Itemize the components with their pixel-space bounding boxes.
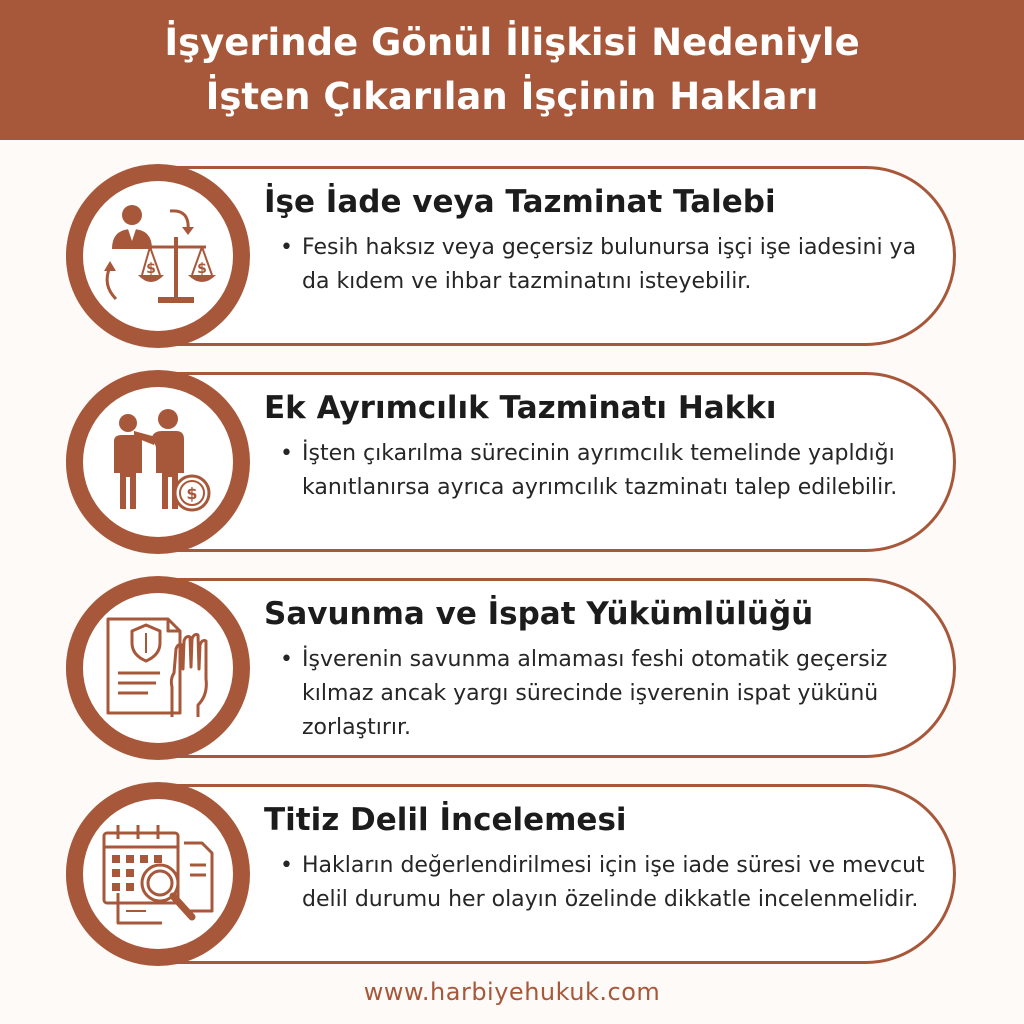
card-1-icon-circle xyxy=(66,164,250,348)
bullet-icon: • xyxy=(280,235,293,260)
svg-text:$: $ xyxy=(146,261,156,277)
bullet-icon: • xyxy=(280,853,293,878)
card-1-text-block xyxy=(280,231,940,299)
card-2-title: Ek Ayrımcılık Tazminatı Hakkı xyxy=(264,390,777,426)
bullet-icon: • xyxy=(280,647,293,672)
card-2-text-block xyxy=(280,437,940,505)
worker-scales-icon xyxy=(98,201,218,311)
card-4-text: Hakların değerlendirilmesi için işe iade süresi ve mevcut delil durumu her olayın özelinde dikkatle incelenmelidir. xyxy=(302,853,925,912)
document-shield-hand-icon xyxy=(98,613,218,723)
card-4-text-block xyxy=(280,849,940,917)
card-2-text: İşten çıkarılma sürecinin ayrımcılık temelinde yapldığı kanıtlanırsa ayrıca ayrımcılık tazminatı talep edilebilir. xyxy=(302,441,898,500)
people-coin-icon xyxy=(98,407,218,517)
card-3-title: Savunma ve İspat Yükümlülüğü xyxy=(264,596,814,632)
card-1-text: Fesih haksız veya geçersiz bulunursa işçi işe iadesini ya da kıdem ve ihbar tazminatını isteyebilir. xyxy=(302,235,917,294)
card-3-icon-circle xyxy=(66,576,250,760)
bullet-icon: • xyxy=(280,441,293,466)
card-3-text: İşverenin savunma almaması feshi otomatik geçersiz kılmaz ancak yargı sürecinde işverenin ispat yükünü zorlaştırır. xyxy=(302,647,888,740)
card-3-text-block xyxy=(280,643,940,745)
svg-text:$: $ xyxy=(186,484,198,503)
card-1-title: İşe İade veya Tazminat Talebi xyxy=(264,184,776,220)
page-title-line-1: İşyerinde Gönül İlişkisi Nedeniyle xyxy=(164,21,860,64)
svg-text:$: $ xyxy=(197,261,207,277)
page-title-line-2: İşten Çıkarılan İşçinin Hakları xyxy=(205,75,819,118)
card-4-title: Titiz Delil İncelemesi xyxy=(264,802,627,838)
header-banner xyxy=(0,0,1024,140)
card-2-icon-circle xyxy=(66,370,250,554)
website-link[interactable]: www.harbiyehukuk.com xyxy=(363,978,661,1006)
calendar-magnifier-icon xyxy=(98,819,218,929)
card-4-icon-circle xyxy=(66,782,250,966)
